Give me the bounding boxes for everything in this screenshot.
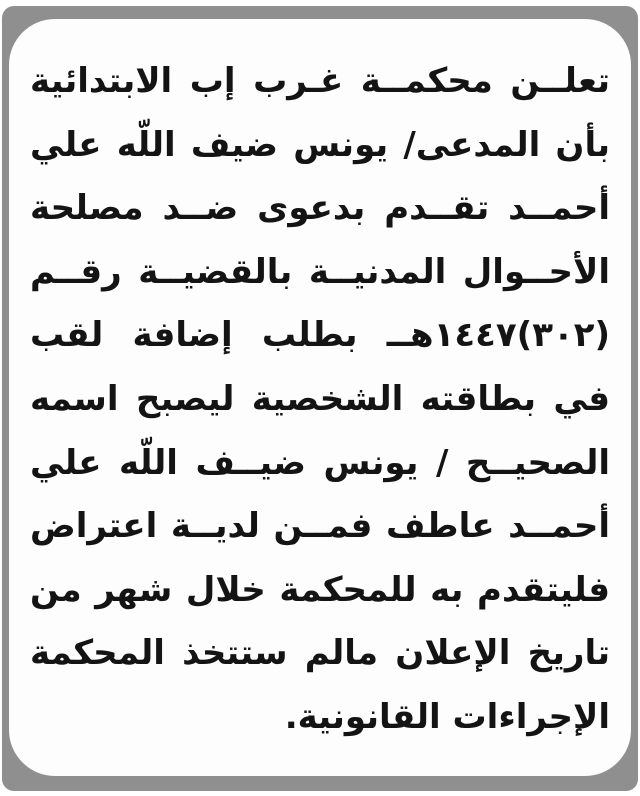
- notice-card: [9, 19, 631, 776]
- notice-line: الصحيــح / يونس ضيــف اللّه علي: [30, 442, 610, 483]
- notice-line: تعلــن محكمــة غـرب إب الابتدائية: [30, 61, 610, 101]
- notice-outer-frame: [2, 6, 638, 791]
- notice-line: تاريخ الإعلان مالم ستتخذ المحكمة: [30, 633, 610, 674]
- notice-line: فليتقدم به للمحكمة خلال شهر من: [30, 569, 610, 610]
- notice-line: الأحــوال المدنيــة بالقضيــة رقــم: [30, 251, 610, 292]
- notice-line-case-number: (٣٠٢)١٤٤٧هــ بطلب إضافة لقب: [30, 315, 610, 356]
- notice-line: بأن المدعى/ يونس ضيف اللّه علي: [30, 124, 610, 165]
- notice-line: أحمــد تقــدم بدعوى ضــد مصلحة: [30, 188, 610, 229]
- notice-line: أحمــد عاطف فمــن لديــة اعتراض: [30, 506, 610, 547]
- notice-line-closing: الإجراءات القانونية.: [284, 696, 610, 737]
- notice-body: [30, 50, 610, 750]
- notice-line: في بطاقته الشخصية ليصبح اسمه: [30, 378, 610, 419]
